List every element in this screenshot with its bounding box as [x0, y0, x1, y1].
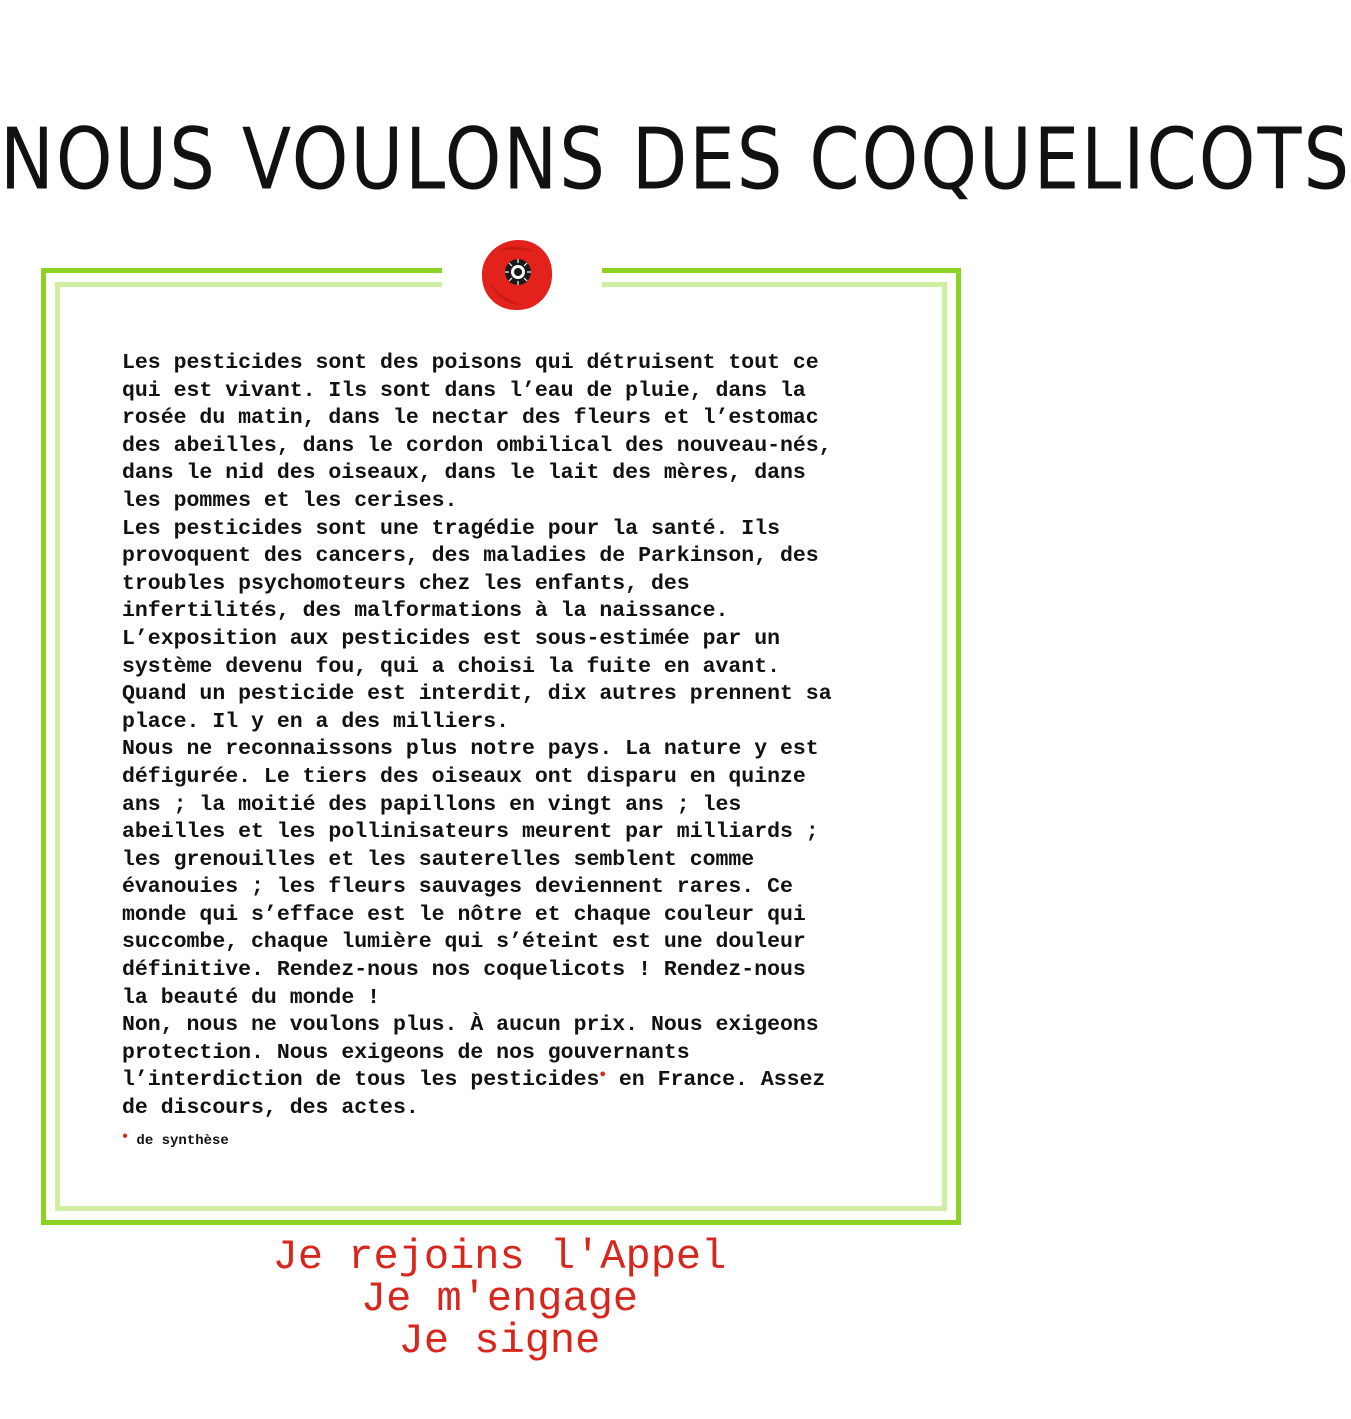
call-to-action	[0, 1233, 999, 1365]
text-line: infertilités, des malformations à la naissance.	[122, 599, 729, 624]
text-line: succombe, chaque lumière qui s’éteint est une douleur	[122, 930, 806, 955]
paragraph-2	[122, 516, 922, 737]
footnote	[122, 1133, 229, 1149]
text-line: provoquent des cancers, des maladies de Parkinson, des	[122, 544, 819, 569]
footnote-text: de synthèse	[136, 1133, 229, 1149]
text-line: système devenu fou, qui a choisi la fuite en avant.	[122, 654, 781, 679]
paragraph-3	[122, 736, 922, 1012]
text-line: de discours, des actes.	[122, 1096, 419, 1121]
cta-line-sign: Je signe	[398, 1317, 601, 1365]
text-line: protection. Nous exigeons de nos gouvernants	[122, 1040, 690, 1065]
text-line: qui est vivant. Ils sont dans l’eau de pluie, dans la	[122, 378, 806, 403]
text-segment: en France. Assez	[606, 1068, 826, 1093]
text-line: des abeilles, dans le cordon ombilical des nouveau-nés,	[122, 433, 832, 458]
text-line: L’exposition aux pesticides est sous-estimée par un	[122, 626, 781, 651]
text-line: Quand un pesticide est interdit, dix autres prennent sa	[122, 682, 832, 707]
manifesto-text	[122, 350, 922, 1123]
text-line: troubles psychomoteurs chez les enfants, des	[122, 571, 690, 596]
text-line-with-mark	[122, 1067, 922, 1095]
text-line: Nous ne reconnaissons plus notre pays. La nature y est	[122, 737, 819, 762]
text-line: évanouies ; les fleurs sauvages deviennent rares. Ce	[122, 875, 793, 900]
text-line: place. Il y en a des milliers.	[122, 709, 510, 734]
paragraph-1	[122, 350, 922, 516]
text-line: Les pesticides sont des poisons qui détruisent tout ce	[122, 351, 819, 375]
page-title: NOUS VOULONS DES COQUELICOTS	[0, 109, 1351, 209]
text-line: ans ; la moitié des papillons en vingt ans ; les	[122, 792, 742, 817]
text-line: monde qui s’efface est le nôtre et chaque couleur qui	[122, 902, 806, 927]
text-line: dans le nid des oiseaux, dans le lait des mères, dans	[122, 461, 806, 486]
text-line: rosée du matin, dans le nectar des fleurs et l’estomac	[122, 406, 819, 431]
text-line: la beauté du monde !	[122, 985, 381, 1010]
text-line: défigurée. Le tiers des oiseaux ont disparu en quinze	[122, 764, 806, 789]
text-line: Les pesticides sont une tragédie pour la santé. Ils	[122, 516, 781, 541]
text-line: abeilles et les pollinisateurs meurent par milliards ;	[122, 820, 819, 845]
footnote-marker-icon: ●	[122, 1131, 129, 1143]
paragraph-4	[122, 1012, 922, 1122]
text-line: les grenouilles et les sauterelles semblent comme	[122, 847, 755, 872]
text-segment: l’interdiction de tous les pesticides	[122, 1068, 600, 1093]
cta-line-commit: Je m'engage	[360, 1275, 639, 1323]
cta-line-join: Je rejoins l'Appel	[272, 1233, 727, 1281]
text-line: les pommes et les cerises.	[122, 488, 458, 513]
text-line: Non, nous ne voulons plus. À aucun prix. Nous exigeons	[122, 1013, 819, 1038]
footnote-marker-icon: ●	[599, 1069, 606, 1082]
text-line: définitive. Rendez-nous nos coquelicots ! Rendez-nous	[122, 958, 806, 983]
poppy-flower-icon	[478, 236, 556, 314]
